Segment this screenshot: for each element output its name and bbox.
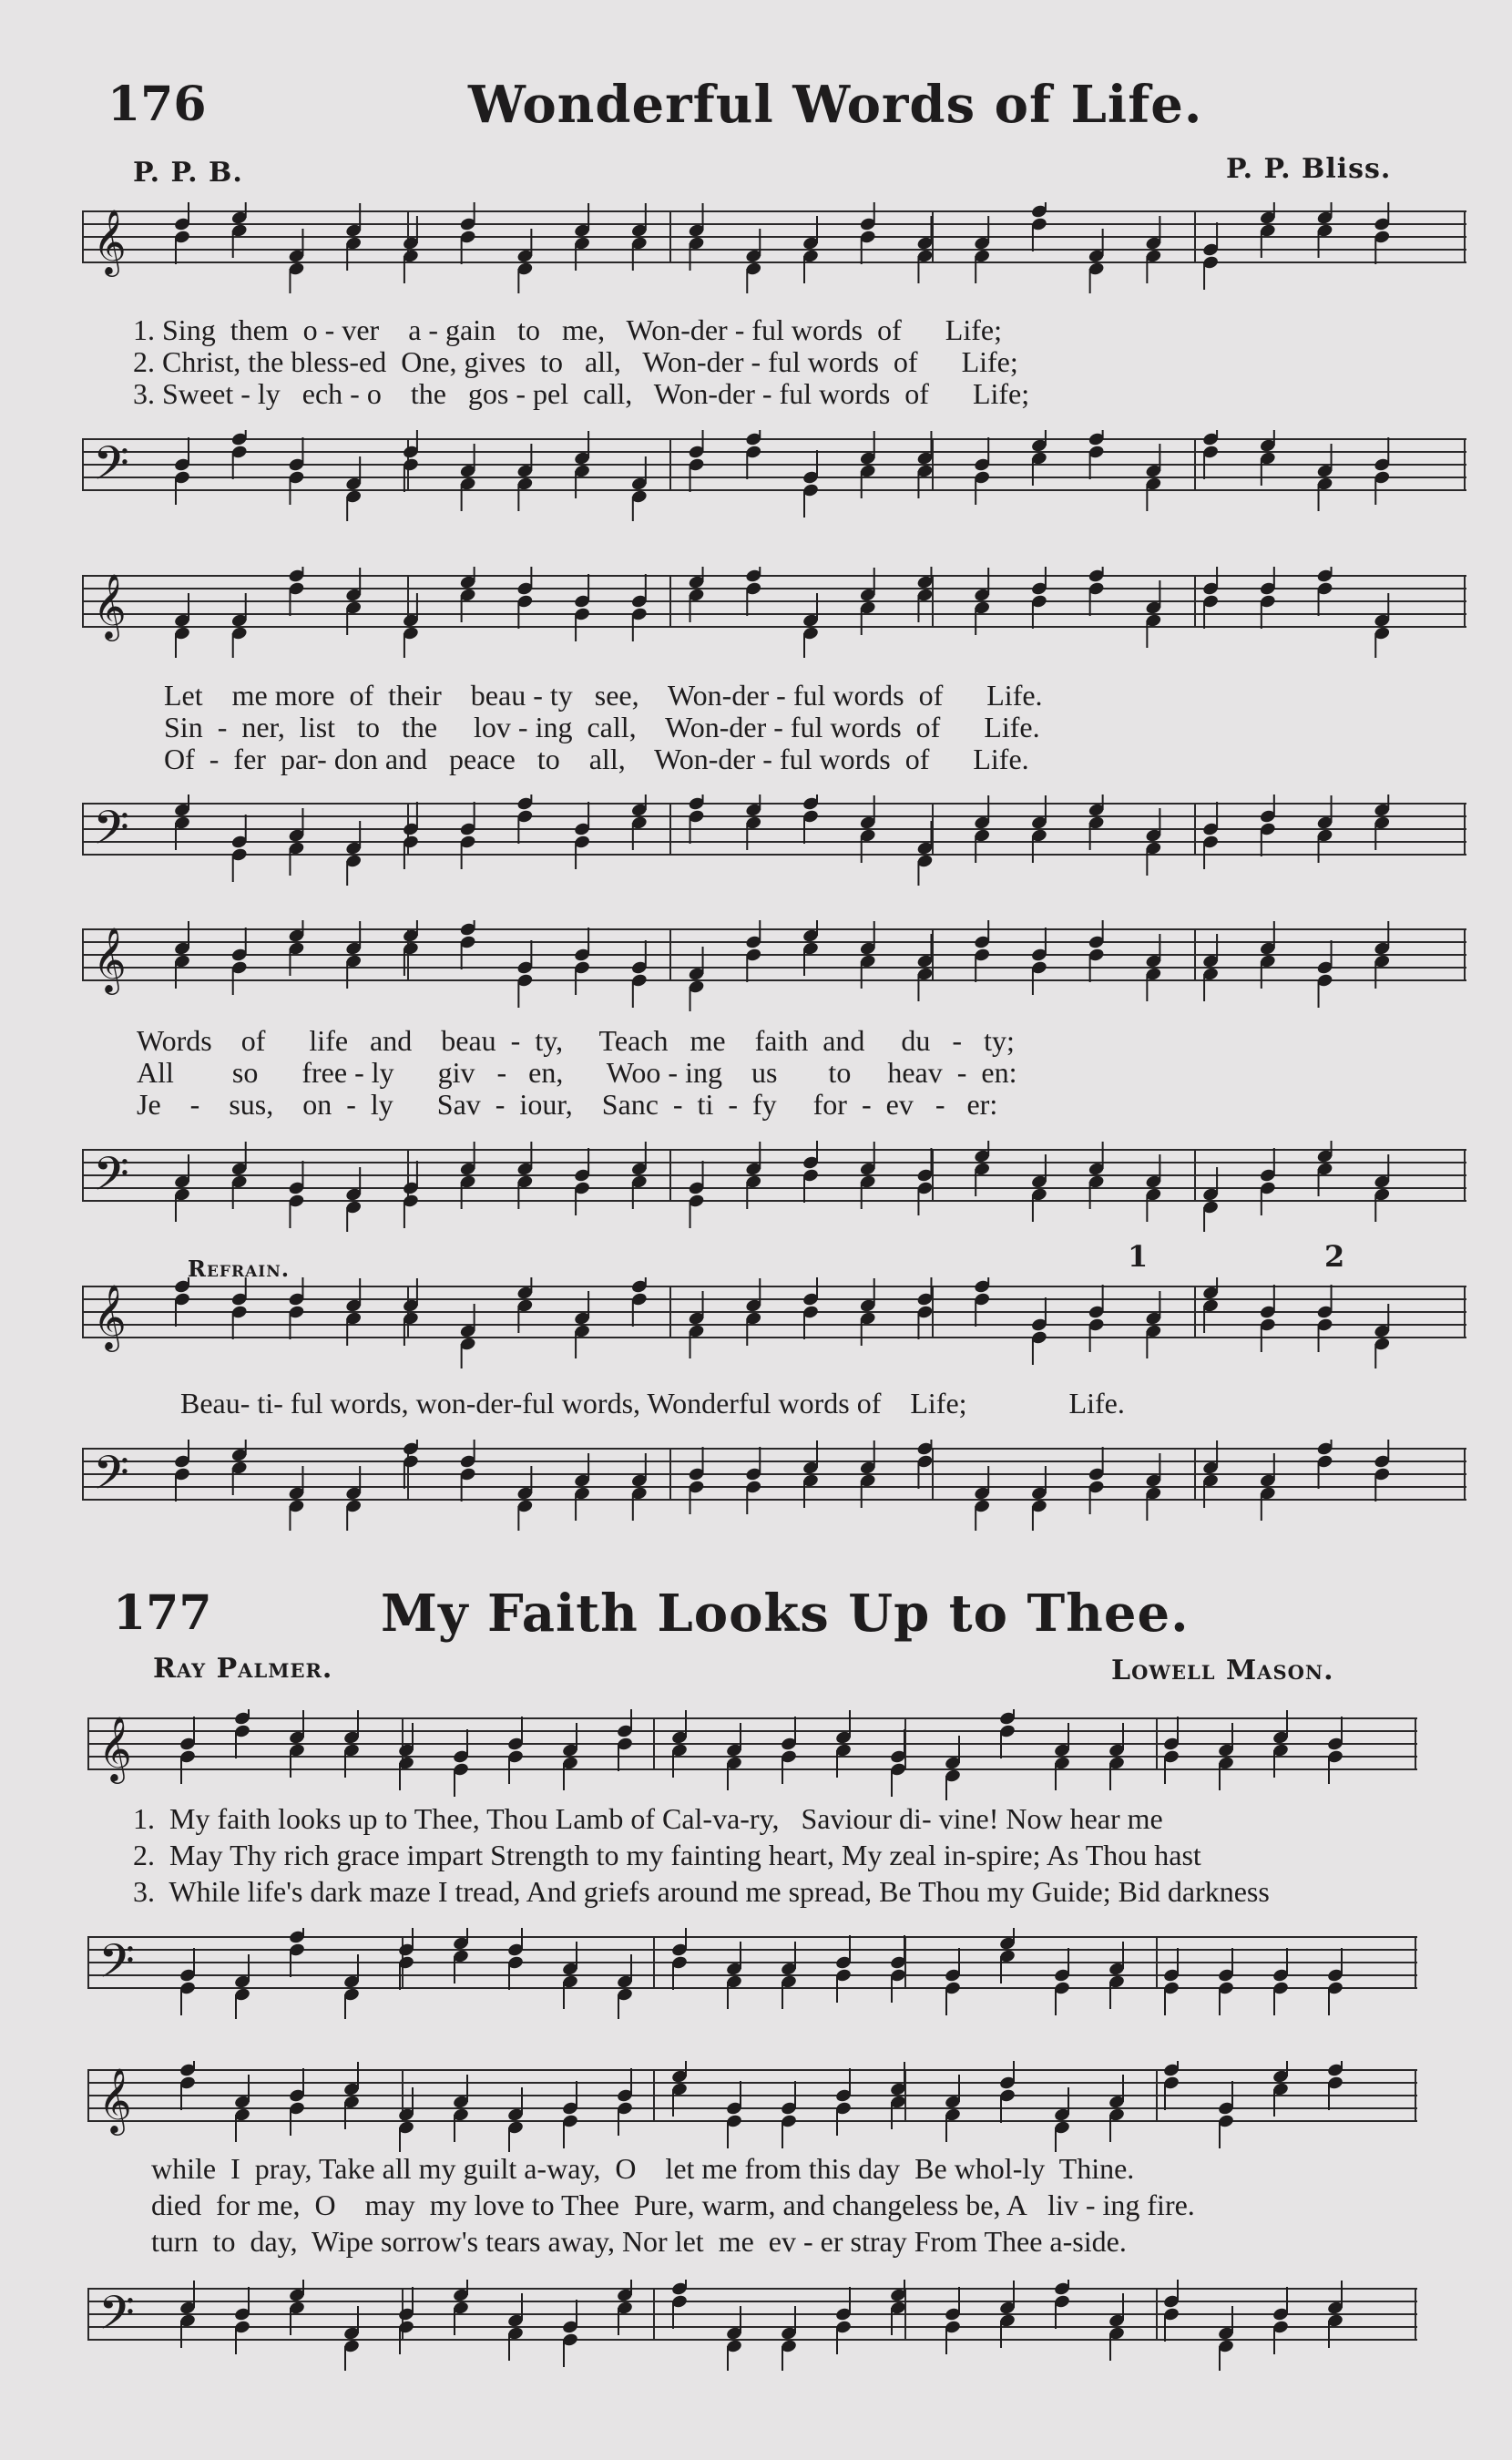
hymn-177-title: My Faith Looks Up to Thee. — [381, 1584, 1190, 1644]
refrain-label: Refrain. — [188, 1256, 291, 1282]
hymn-176-system-3-verse-1: Words of life and beau - ty, Teach me faith and du - ty; — [137, 1024, 1015, 1057]
hymn-177-system-1-verse-2: 2. May Thy rich grace impart Strength to my fainting heart, My zeal in-spire; As Thou hast — [133, 1839, 1201, 1871]
hymn-177-system-2-verse-2: died for me, O may my love to Thee Pure, warm, and changeless be, A liv - ing fire. — [151, 2188, 1195, 2221]
hymn-177-number: 177 — [113, 1585, 212, 1641]
hymn-176-system-3-bass — [82, 1141, 1466, 1232]
svg-text:𝄢: 𝄢 — [93, 1146, 129, 1213]
hymn-176-system-1-verse-3: 3. Sweet - ly ech - o the gos - pel call, Won-der - ful words of Life; — [133, 377, 1030, 410]
hymn-176-refrain-bass — [82, 1440, 1466, 1531]
hymn-176-system-3-verse-2: All so free - ly giv - en, Woo - ing us to heav - en: — [137, 1056, 1017, 1089]
hymn-176-words-credit: P. P. B. — [133, 157, 243, 189]
svg-text:𝄞: 𝄞 — [98, 1715, 132, 1781]
hymn-177-system-2-verse-3: turn to day, Wipe sorrow's tears away, Nor let me ev - er stray From Thee a-side. — [151, 2225, 1127, 2258]
hymn-176-system-3-treble — [82, 920, 1466, 1011]
hymn-177-system-1-treble — [87, 1709, 1417, 1800]
svg-text:𝄢: 𝄢 — [93, 800, 129, 866]
svg-text:𝄞: 𝄞 — [93, 1283, 127, 1349]
svg-text:𝄞: 𝄞 — [93, 572, 127, 639]
hymn-176-music-credit: P. P. Bliss. — [1226, 153, 1392, 185]
hymn-176-refrain-treble — [82, 1277, 1466, 1368]
svg-text:𝄢: 𝄢 — [98, 2285, 135, 2352]
svg-text:𝄢: 𝄢 — [93, 436, 129, 502]
hymn-176-system-1-bass — [82, 430, 1466, 521]
svg-text:𝄢: 𝄢 — [93, 1445, 129, 1512]
hymn-176-title: Wonderful Words of Life. — [468, 75, 1203, 135]
hymn-176-system-2-verse-3: Of - fer par- don and peace to all, Won-der - ful words of Life. — [164, 743, 1029, 775]
second-ending-mark: 2 — [1324, 1239, 1345, 1274]
first-ending-mark: 1 — [1128, 1239, 1149, 1274]
hymn-176-refrain-lyric: Beau- ti- ful words, won-der-ful words, Wonderful words of Life; Life. — [180, 1387, 1125, 1420]
hymn-176-system-1-treble — [82, 202, 1466, 293]
hymn-176-system-2-verse-1: Let me more of their beau - ty see, Won-der - ful words of Life. — [164, 679, 1043, 712]
hymn-177-words-credit: Ray Palmer. — [153, 1653, 333, 1685]
hymn-176-system-2-verse-2: Sin - ner, list to the lov - ing call, Won-der - ful words of Life. — [164, 711, 1040, 743]
hymn-177-system-1-bass — [87, 1928, 1417, 2019]
svg-text:𝄞: 𝄞 — [93, 208, 127, 274]
hymn-176-system-1-verse-2: 2. Christ, the bless-ed One, gives to all, Won-der - ful words of Life; — [133, 345, 1018, 378]
hymn-176-system-2-bass — [82, 794, 1466, 886]
hymn-177-system-1-verse-3: 3. While life's dark maze I tread, And griefs around me spread, Be Thou my Guide; Bid darkness — [133, 1875, 1270, 1908]
hymn-176-system-3-verse-3: Je - sus, on - ly Sav - iour, Sanc - ti - fy for - ev - er: — [137, 1088, 998, 1121]
hymn-177-system-1-verse-1: 1. My faith looks up to Thee, Thou Lamb of Cal-va-ry, Saviour di- vine! Now hear me — [133, 1802, 1163, 1835]
svg-text:𝄞: 𝄞 — [98, 2066, 132, 2133]
hymn-177-system-2-verse-1: while I pray, Take all my guilt a-way, O let me from this day Be whol-ly Thine. — [151, 2152, 1135, 2185]
hymn-176-system-2-treble — [82, 567, 1466, 658]
hymn-177-system-2-treble — [87, 2061, 1417, 2152]
svg-text:𝄢: 𝄢 — [98, 1933, 135, 2000]
hymn-176-number: 176 — [107, 77, 207, 132]
hymn-177-music-credit: Lowell Mason. — [1111, 1655, 1334, 1686]
hymn-177-system-2-bass — [87, 2280, 1417, 2371]
svg-text:𝄞: 𝄞 — [93, 926, 127, 992]
hymn-176-system-1-verse-1: 1. Sing them o - ver a - gain to me, Won-der - ful words of Life; — [133, 313, 1002, 346]
